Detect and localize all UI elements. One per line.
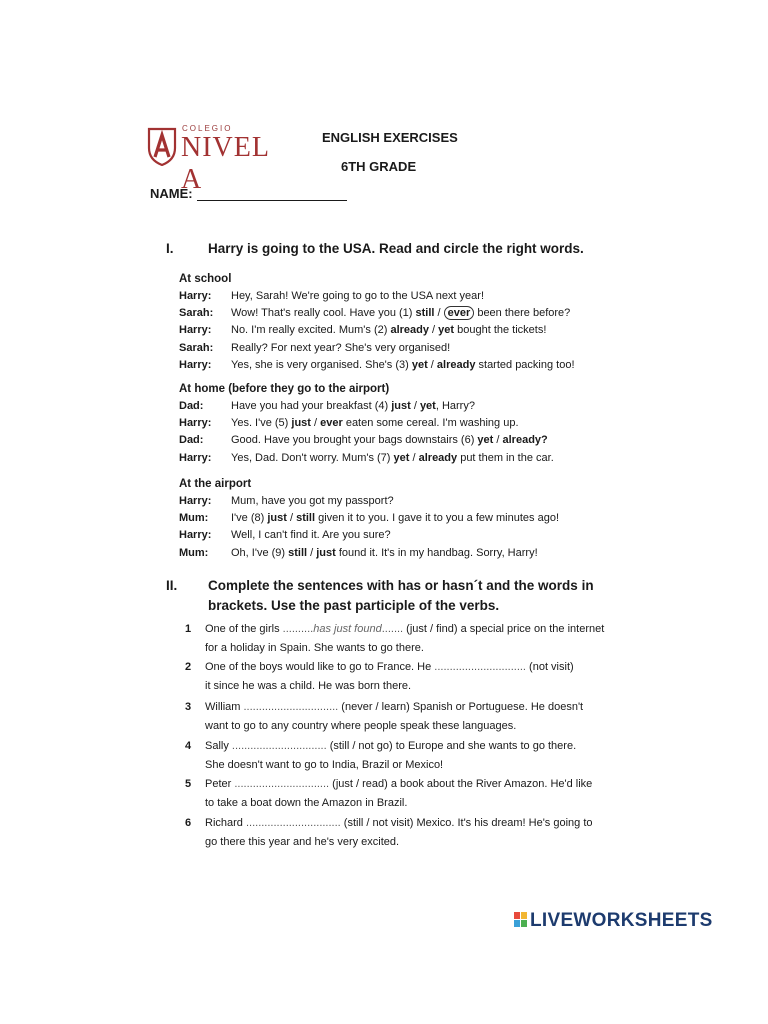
exercise-text: Peter xyxy=(205,778,235,790)
answer-option[interactable]: already xyxy=(390,324,429,337)
answer-blank[interactable]: ............................... xyxy=(243,701,339,713)
exercise-line-2: for a holiday in Spain. She wants to go there. xyxy=(205,642,424,654)
dialogue-line xyxy=(179,527,619,544)
exercise-line-2: go there this year and he's very excited. xyxy=(205,836,400,848)
dialogue-line xyxy=(179,398,619,415)
answer-option[interactable]: already xyxy=(418,451,458,464)
exercise-line-2: She doesn't want to go to India, Brazil or Mexico! xyxy=(205,759,444,771)
exercise-line-1 xyxy=(205,737,645,756)
dialogue-text: Yes. I've (5) xyxy=(231,417,292,430)
exercise-item xyxy=(185,658,655,696)
answer-option[interactable]: already? xyxy=(502,434,548,447)
answer-option[interactable]: yet xyxy=(419,400,436,412)
speaker-label: Harry: xyxy=(179,495,212,507)
dialogue-text: No. I'm really excited. Mum's (2) xyxy=(231,324,391,337)
dialogue-line xyxy=(179,288,619,305)
dialogue-text: started packing too! xyxy=(475,358,575,371)
dialogue-text: I've (8) xyxy=(231,512,268,525)
dialogue-text: / xyxy=(429,324,439,337)
exercise-item xyxy=(185,775,655,813)
dialogue-text: Yes, Dad. Don't worry. Mum's (7) xyxy=(231,451,394,464)
dialogue-text: eaten some cereal. I'm washing up. xyxy=(342,417,519,430)
name-label: NAME: xyxy=(150,186,193,201)
answer-blank[interactable]: ............................... xyxy=(231,740,327,752)
example-answer: has just found xyxy=(313,623,382,635)
answer-blank[interactable]: ............................... xyxy=(245,817,341,829)
exercise-line-1 xyxy=(205,658,645,677)
speaker-label: Harry: xyxy=(179,290,212,302)
exercise-item xyxy=(185,814,655,852)
dialogue-text: Well, I can't find it. Are you sure? xyxy=(231,529,391,542)
exercise-number: 4 xyxy=(185,740,192,752)
logo-text-big: NIVEL A xyxy=(181,132,269,195)
answer-option[interactable]: just xyxy=(391,400,411,412)
dialogue-text: / xyxy=(307,546,317,559)
dialogue-text: / xyxy=(409,451,419,464)
dialogue-text: Oh, I've (9) xyxy=(231,546,289,559)
exercise-line-1 xyxy=(205,620,645,639)
exercise-item xyxy=(185,620,655,658)
dialogue-text: , Harry? xyxy=(435,400,475,412)
exercise-number: 2 xyxy=(185,661,192,673)
answer-option[interactable]: still xyxy=(296,512,316,525)
dialogue-line xyxy=(179,510,619,527)
dialogue-text: Yes, she is very organised. She's (3) xyxy=(231,358,412,371)
speaker-label: Harry: xyxy=(179,358,212,371)
dialogue-text: found it. It's in my handbag. Sorry, Harry! xyxy=(335,546,538,559)
liveworksheets-logo-icon xyxy=(514,912,528,928)
exercise-list xyxy=(185,620,655,860)
part-title: At school xyxy=(179,273,232,285)
dialogue-text: given it to you. I gave it to you a few minutes ago! xyxy=(315,512,560,525)
answer-blank[interactable]: ............................... xyxy=(234,778,330,790)
answer-option[interactable]: yet xyxy=(438,324,455,337)
answer-option[interactable]: already xyxy=(436,358,476,371)
section-2-instruction-line-1: Complete the sentences with has or hasn´t and the words in xyxy=(208,578,594,593)
speaker-label: Sarah: xyxy=(179,307,214,320)
dialogue-at-home xyxy=(179,398,619,467)
speaker-label: Dad: xyxy=(179,400,204,412)
dialogue-line xyxy=(179,450,619,467)
dialogue-at-airport xyxy=(179,493,619,562)
worksheet-grade: 6TH GRADE xyxy=(341,159,417,174)
section-1-heading xyxy=(166,241,584,256)
answer-option[interactable]: just xyxy=(316,546,336,559)
dialogue-text: Wow! That's really cool. Have you (1) xyxy=(231,307,416,320)
exercise-text: (still / not go) to Europe and she wants to go there. xyxy=(326,740,577,752)
answer-option[interactable]: still xyxy=(415,307,435,320)
exercise-text: Richard xyxy=(205,817,246,829)
name-field xyxy=(150,186,347,201)
dialogue-line xyxy=(179,340,619,357)
liveworksheets-text: LIVEWORKSHEETS xyxy=(530,910,713,931)
exercise-text: William xyxy=(205,701,244,713)
dialogue-line xyxy=(179,415,619,432)
speaker-label: Harry: xyxy=(179,417,212,430)
dialogue-text: / xyxy=(410,400,420,412)
dialogue-at-school xyxy=(179,288,619,374)
exercise-text: (never / learn) Spanish or Portuguese. He doesn't xyxy=(338,701,584,713)
exercise-number: 5 xyxy=(185,778,192,790)
dialogue-text: / xyxy=(427,358,437,371)
dialogue-text: / xyxy=(286,512,297,525)
dialogue-line xyxy=(179,305,619,322)
answer-blank[interactable]: .............................. xyxy=(434,661,526,673)
exercise-item xyxy=(185,698,655,736)
exercise-text: One of the boys would like to go to France. He xyxy=(205,661,435,673)
exercise-line-2: want to go to any country where people speak these languages. xyxy=(205,720,517,732)
exercise-text: (just / find) a special price on the internet xyxy=(403,623,605,635)
shield-icon xyxy=(146,126,178,166)
speaker-label: Mum: xyxy=(179,512,209,525)
section-1-number: I. xyxy=(166,241,174,256)
speaker-label: Sarah: xyxy=(179,341,214,354)
answer-option[interactable]: just xyxy=(291,417,311,430)
dialogue-text: put them in the car. xyxy=(457,451,554,464)
dialogue-line xyxy=(179,493,619,510)
dialogue-text: Mum, have you got my passport? xyxy=(231,495,394,507)
worksheet-title: ENGLISH EXERCISES xyxy=(322,130,458,145)
section-2-number: II. xyxy=(166,578,178,593)
dialogue-text: Have you had your breakfast (4) xyxy=(231,400,392,412)
dialogue-line xyxy=(179,357,619,374)
dialogue-text: been there before? xyxy=(474,307,571,320)
dialogue-text: / xyxy=(493,434,503,447)
exercise-text: (not visit) xyxy=(525,661,574,673)
dialogue-text: Really? For next year? She's very organised! xyxy=(231,341,451,354)
exercise-text: (just / read) a book about the River Amazon. He'd like xyxy=(329,778,593,790)
exercise-line-2: to take a boat down the Amazon in Brazil. xyxy=(205,797,408,809)
speaker-label: Harry: xyxy=(179,451,212,464)
exercise-item xyxy=(185,737,655,775)
answer-option[interactable]: just xyxy=(267,512,287,525)
dialogue-text: / xyxy=(434,307,444,320)
dialogue-text: Hey, Sarah! We're going to go to the USA next year! xyxy=(231,290,484,302)
exercise-line-1 xyxy=(205,814,645,833)
exercise-text: (still / not visit) Mexico. It's his dream! He's going to xyxy=(340,817,593,829)
exercise-number: 3 xyxy=(185,701,192,713)
part-title: At the airport xyxy=(179,478,252,490)
answer-blank[interactable]: .......... xyxy=(282,623,314,635)
name-blank-line[interactable] xyxy=(197,188,347,201)
circled-answer[interactable]: ever xyxy=(444,306,475,320)
dialogue-line xyxy=(179,545,619,562)
speaker-label: Dad: xyxy=(179,434,204,447)
answer-option[interactable]: still xyxy=(288,546,308,559)
speaker-label: Harry: xyxy=(179,529,212,542)
exercise-line-1 xyxy=(205,775,645,794)
answer-option[interactable]: ever xyxy=(320,417,343,430)
exercise-number: 6 xyxy=(185,817,192,829)
dialogue-text: bought the tickets! xyxy=(454,324,547,337)
logo-text-small: COLEGIO xyxy=(182,124,233,133)
section-1-instruction: Harry is going to the USA. Read and circle the right words. xyxy=(208,241,584,256)
exercise-text: One of the girls xyxy=(205,623,283,635)
exercise-number: 1 xyxy=(185,623,192,635)
section-2-instruction-line-2: brackets. Use the past participle of the verbs. xyxy=(208,598,500,613)
exercise-line-2: it since he was a child. He was born there. xyxy=(205,680,412,692)
answer-option[interactable]: yet xyxy=(411,358,428,371)
exercise-line-1 xyxy=(205,698,645,717)
dialogue-text: Good. Have you brought your bags downstairs (6) xyxy=(231,434,478,447)
dialogue-line xyxy=(179,322,619,339)
answer-option[interactable]: yet xyxy=(477,434,494,447)
answer-option[interactable]: yet xyxy=(393,451,410,464)
section-2-heading xyxy=(166,578,594,593)
exercise-text: Sally xyxy=(205,740,232,752)
dialogue-text: / xyxy=(310,417,321,430)
speaker-label: Harry: xyxy=(179,324,212,337)
part-title: At home (before they go to the airport) xyxy=(179,383,390,395)
dialogue-line xyxy=(179,432,619,449)
speaker-label: Mum: xyxy=(179,546,209,559)
answer-blank[interactable]: ....... xyxy=(381,623,404,635)
